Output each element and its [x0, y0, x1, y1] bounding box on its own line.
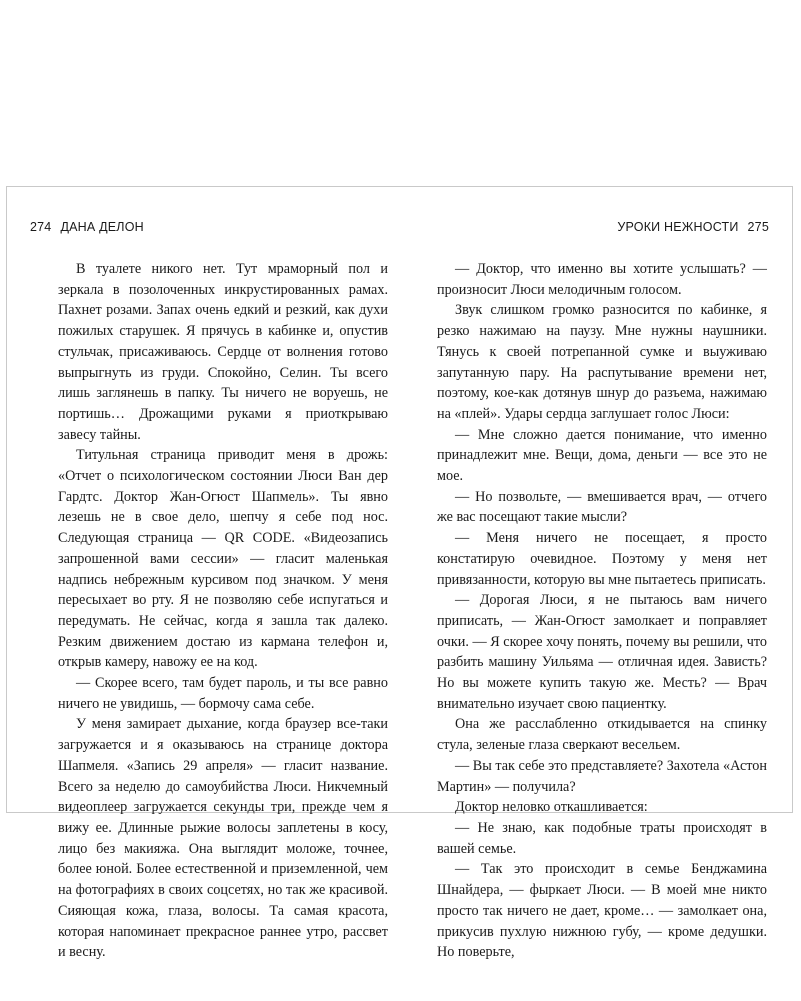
paragraph: — Вы так себе это представляете? Захотела «Астон Мартин» — получила?: [437, 757, 767, 795]
paragraph: Она же расслабленно откидывается на спинку стула, зеленые глаза сверкают весельем.: [437, 716, 767, 754]
paragraph: Титульная страница приводит меня в дрожь: «Отчет о психологическом состоянии Люси Ван дер Гардтс. Доктор Жан-Огюст Шапмель». Ты явно лезешь не в свое дело, шепчу я себе под нос. Следующая страница — QR CODE. «Видеозапись запрошенной вами сессии» — гласит маленькая надпись небрежным курсивом под значком. У меня пересыхает во рту. Я не позволяю себе испугаться и передумать. Не сейчас, когда я зашла так далеко. Резким движением достаю из кармана телефон и, открыв камеру, навожу ее на код.: [58, 447, 388, 671]
paragraph: В туалете никого нет. Тут мраморный пол и зеркала в позолоченных инкрустированных рамах. Пахнет розами. Запах очень едкий и резкий, как духи пожилых старушек. Я прячусь в кабинке и, опустив стульчак, присаживаюсь. Сердце от волнения готово выпрыгнуть из груди. Спокойно, Селин. Ты всего лишь заглянешь в папку. Ты ничего не воруешь, не портишь… Дрожащими руками я приоткрываю завесу тайны.: [58, 261, 388, 443]
book-spread: [6, 186, 793, 961]
right-page-body: [437, 259, 767, 963]
right-running-head: [617, 220, 769, 234]
left-running-head-title: ДАНА ДЕЛОН: [60, 220, 144, 234]
paragraph: — Меня ничего не посещает, я просто констатирую очевидное. Поэтому у меня нет привязанности, которую вы мне пытаетесь приписать.: [437, 530, 767, 588]
left-page-body: [58, 259, 388, 963]
paragraph: — Доктор, что именно вы хотите услышать? — произносит Люси мелодичным голосом.: [437, 261, 767, 298]
left-running-head: [30, 220, 144, 234]
paragraph: Доктор неловко откашливается:: [455, 799, 648, 816]
paragraph: Звук слишком громко разносится по кабинке, я резко нажимаю на паузу. Мне нужны наушники. Тянусь к своей потрепанной сумке и выуживаю запутанную пару. На распутывание времени нет, поэтому, кое-как дотянув шнур до разъема, нажимаю на «плей». Удары сердца заглушает голос Люси:: [437, 302, 767, 422]
paragraph: — Дорогая Люси, я не пытаюсь вам ничего приписать, — Жан-Огюст замолкает и поправляет очки. — Я скорее хочу понять, почему вы решили, что разбить машину Уильяма — отличная идея. Зависть? Но вы можете купить такую же. Месть? — Врач внимательно изучает свою пациентку.: [437, 592, 767, 712]
paragraph: — Так это происходит в семье Бенджамина Шнайдера, — фыркает Люси. — В моей мне никто просто так ничего не дает, кроме… — замолкает она, прикусив пухлую нижнюю губу, — кроме дедушки. Но поверьте,: [437, 861, 767, 961]
right-running-head-title: УРОКИ НЕЖНОСТИ: [617, 220, 739, 234]
paragraph: — Но позвольте, — вмешивается врач, — отчего же вас посещают такие мысли?: [437, 488, 767, 526]
left-page-number: 274: [30, 220, 52, 234]
paragraph: — Скорее всего, там будет пароль, и ты все равно ничего не увидишь, — бормочу сама себе.: [58, 675, 388, 712]
right-page-number: 275: [747, 220, 769, 234]
paragraph: — Не знаю, как подобные траты происходят в вашей семье.: [437, 819, 767, 857]
paragraph: У меня замирает дыхание, когда браузер все-таки загружается и я оказываюсь на странице доктора Шапмеля. «Запись 29 апреля» — гласит название. Всего за неделю до самоубийства Люси. Никчемный видеоплеер загружается секунды три, прежде чем я вижу ее. Длинные рыжие волосы заплетены в косу, лицо без макияжа. Она выглядит моложе, точнее, более юной. Более естественной и приземленной, чем на фотографиях в своих соцсетях, но так же красивой. Сияющая кожа, глаза, волосы. Та самая красота, которая напоминает прекрасное раннее утро, рассвет и весну.: [58, 716, 388, 961]
paragraph: — Мне сложно дается понимание, что именно принадлежит мне. Вещи, дома, деньги — все это не мое.: [437, 426, 767, 485]
